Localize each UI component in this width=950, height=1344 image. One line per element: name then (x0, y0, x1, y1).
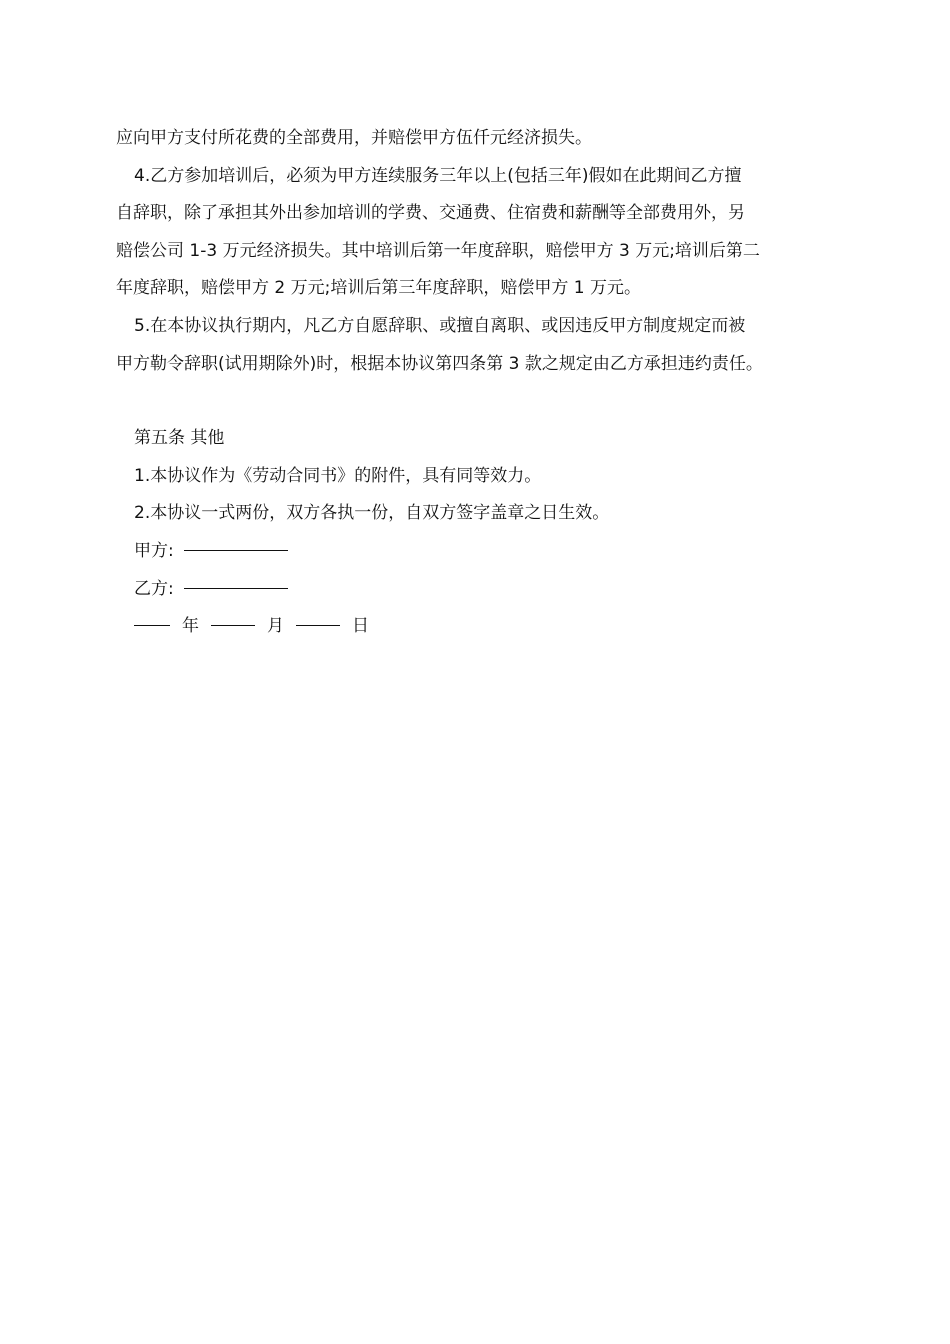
month-label: 月 (267, 616, 284, 637)
section5-heading: 第五条 其他 (134, 428, 225, 449)
section4-item5-line2: 甲方勒令辞职(试用期除外)时，根据本协议第四条第 3 款之规定由乙方承担违约责任。 (116, 353, 763, 374)
section4-item4-line4: 年度辞职，赔偿甲方 2 万元;培训后第三年度辞职，赔偿甲方 1 万元。 (116, 278, 641, 299)
date-line (116, 608, 846, 646)
day-blank[interactable] (296, 624, 340, 626)
month-blank[interactable] (211, 624, 255, 626)
year-blank[interactable] (134, 624, 170, 626)
section5-item1: 1.本协议作为《劳动合同书》的附件，具有同等效力。 (134, 465, 542, 486)
party-b-label: 乙方: (134, 578, 174, 599)
section-spacer (116, 383, 846, 420)
party-a-signature-blank[interactable] (184, 549, 288, 551)
section4-item5-line1: 5.在本协议执行期内，凡乙方自愿辞职、或擅自离职、或因违反甲方制度规定而被 (134, 315, 746, 336)
section4-item4-line2: 自辞职，除了承担其外出参加培训的学费、交通费、住宿费和薪酬等全部费用外，另 (116, 203, 745, 224)
document-body (116, 120, 846, 646)
section5-item2: 2.本协议一式两份，双方各执一份，自双方签字盖章之日生效。 (134, 503, 610, 524)
section4-item4-line1: 4.乙方参加培训后，必须为甲方连续服务三年以上(包括三年)假如在此期间乙方擅 (134, 165, 742, 186)
year-label: 年 (182, 616, 199, 637)
section4-continuation: 应向甲方支付所花费的全部费用，并赔偿甲方伍仟元经济损失。 (116, 128, 592, 148)
day-label: 日 (352, 616, 369, 637)
party-a-signature-line (116, 533, 846, 571)
party-b-signature-line (116, 571, 846, 609)
party-b-signature-blank[interactable] (184, 587, 288, 589)
party-a-label: 甲方: (134, 540, 174, 561)
section4-item4-line3: 赔偿公司 1-3 万元经济损失。其中培训后第一年度辞职，赔偿甲方 3 万元;培训后第二 (116, 240, 760, 261)
